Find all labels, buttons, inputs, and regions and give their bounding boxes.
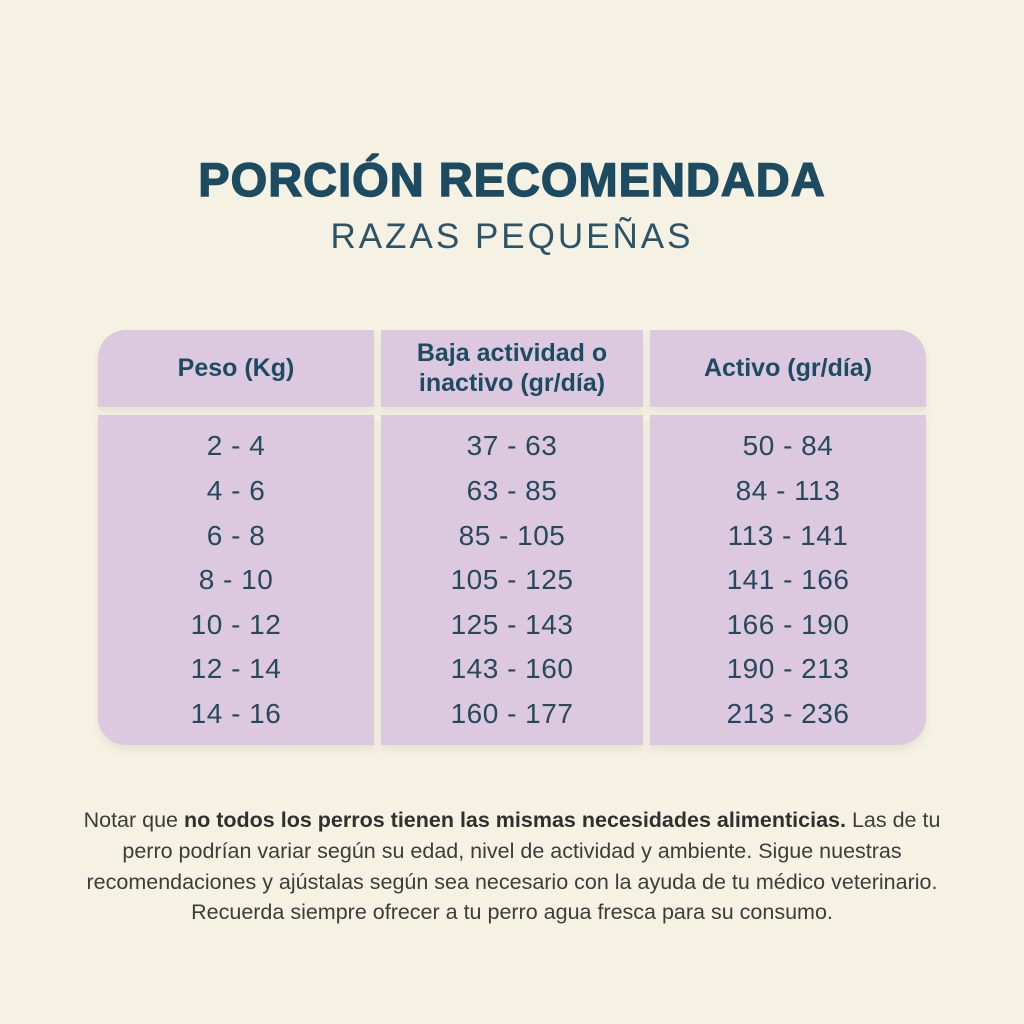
peso-cell: 8 - 10 (198, 564, 274, 596)
peso-cell: 14 - 16 (190, 698, 282, 730)
footer-note-bold: no todos los perros tienen las mismas necesidades alimenticias. (184, 808, 846, 833)
baja-actividad-cell: 85 - 105 (458, 519, 566, 551)
column-peso-values (98, 415, 374, 745)
activo-cell: 213 - 236 (726, 698, 850, 730)
column-peso (98, 330, 374, 745)
column-activo (650, 330, 926, 745)
footer-note-prefix: Notar que (83, 808, 184, 833)
footer-note (76, 805, 948, 928)
activo-cell: 113 - 141 (727, 519, 849, 551)
footer-note-suffix: Las de tu perro podrían variar según su edad, nivel de actividad y ambiente. Sigue nuestras recomendaciones y ajústalas según sea necesario con la ayuda de tu médico veterinario. Recuerda siempre ofrecer a tu perro agua fresca para su consumo. (86, 808, 941, 925)
header-activo: Activo (gr/día) (650, 330, 926, 407)
activo-cell: 84 - 113 (735, 474, 841, 506)
baja-actividad-cell: 125 - 143 (450, 608, 574, 640)
activo-cell: 166 - 190 (726, 608, 850, 640)
page-subtitle: RAZAS PEQUEÑAS (330, 216, 694, 256)
peso-cell: 12 - 14 (190, 653, 282, 685)
column-baja-actividad (381, 330, 643, 745)
peso-cell: 4 - 6 (206, 474, 266, 506)
baja-actividad-cell: 63 - 85 (466, 474, 558, 506)
baja-actividad-cell: 105 - 125 (450, 564, 574, 596)
baja-actividad-cell: 143 - 160 (450, 653, 574, 685)
peso-cell: 2 - 4 (206, 430, 266, 462)
portion-table (98, 330, 926, 745)
header-baja-actividad: Baja actividad o inactivo (gr/día) (381, 330, 643, 407)
column-baja-actividad-values (381, 415, 643, 745)
activo-cell: 50 - 84 (742, 430, 834, 462)
header-peso: Peso (Kg) (98, 330, 374, 407)
page-title: PORCIÓN RECOMENDADA (198, 153, 826, 206)
activo-cell: 190 - 213 (726, 653, 850, 685)
column-activo-values (650, 415, 926, 745)
activo-cell: 141 - 166 (726, 564, 850, 596)
baja-actividad-cell: 37 - 63 (466, 430, 558, 462)
peso-cell: 10 - 12 (190, 608, 282, 640)
baja-actividad-cell: 160 - 177 (450, 698, 574, 730)
peso-cell: 6 - 8 (206, 519, 266, 551)
